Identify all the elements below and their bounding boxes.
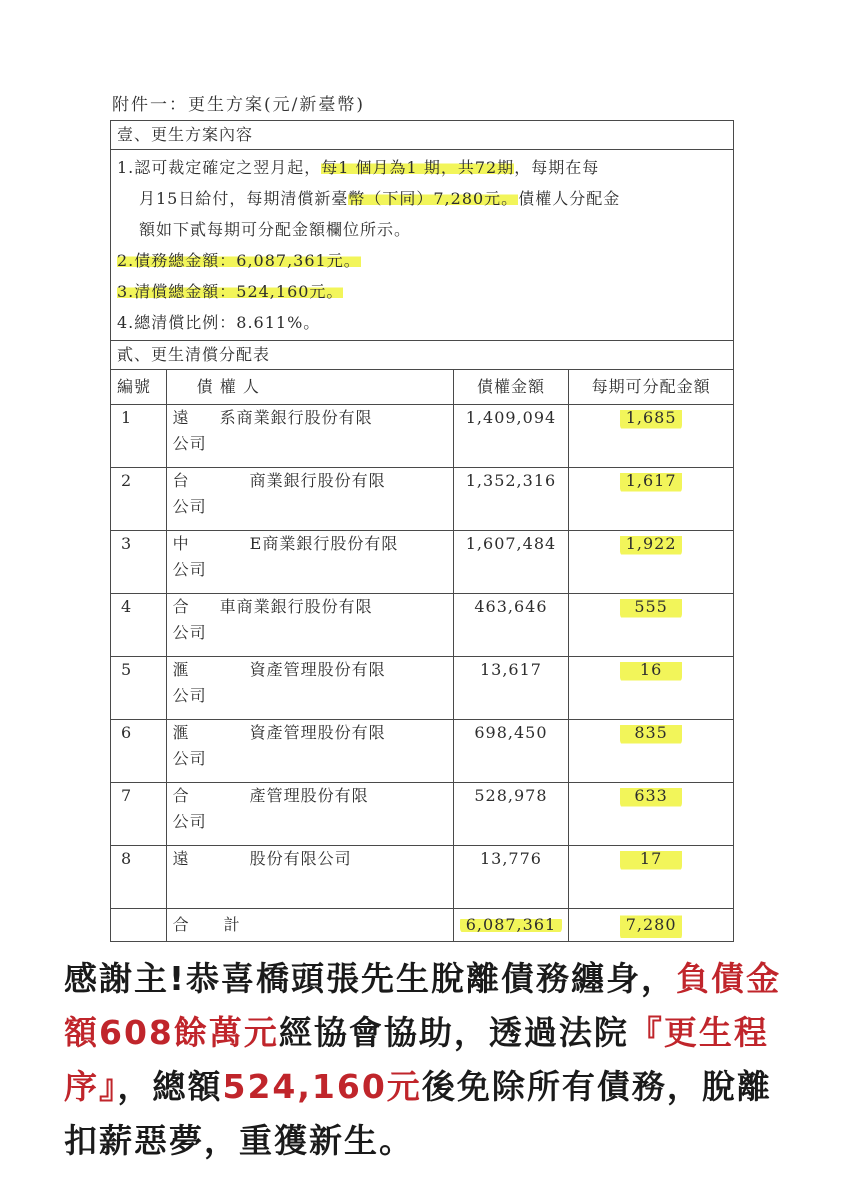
row-no: 3 [111, 531, 167, 594]
col-header-creditor: 債 權 人 [166, 370, 453, 405]
row-creditor: 台 商業銀行股份有限 公司 [166, 468, 453, 531]
row-amount: 1,352,316 [453, 468, 568, 531]
row-no: 2 [111, 468, 167, 531]
plan-item-1-cont2: 額如下貳每期可分配金額欄位所示。 [139, 220, 412, 239]
total-per-period: 7,280 [569, 909, 734, 942]
row-per-period: 16 [569, 657, 734, 720]
row-creditor: 滙 資產管理股份有限 公司 [166, 657, 453, 720]
table-header-row [111, 370, 734, 405]
table-row [111, 594, 734, 657]
total-amount: 6,087,361 [453, 909, 568, 942]
plan-item-3: 3.清償總金額：524,160元。 [117, 282, 344, 301]
row-amount: 463,646 [453, 594, 568, 657]
section2-heading: 貳、更生清償分配表 [111, 341, 734, 370]
plan-item-1: 1.認可裁定確定之翌月起，每1 個月為1 期，共72期，每期在每 [117, 158, 600, 177]
row-no: 4 [111, 594, 167, 657]
row-per-period: 633 [569, 783, 734, 846]
row-no: 7 [111, 783, 167, 846]
row-amount: 1,409,094 [453, 405, 568, 468]
table-row [111, 846, 734, 909]
plan-item-1-cont: 月15日給付，每期清償新臺幣（下同）7,280元。債權人分配金 [139, 189, 621, 208]
total-row [111, 909, 734, 942]
row-per-period: 1,617 [569, 468, 734, 531]
row-creditor: 遠 系商業銀行股份有限 公司 [166, 405, 453, 468]
row-per-period: 1,685 [569, 405, 734, 468]
row-amount: 528,978 [453, 783, 568, 846]
col-header-no: 編號 [111, 370, 167, 405]
section1-content [111, 150, 734, 341]
table-row [111, 657, 734, 720]
table-row [111, 405, 734, 468]
row-amount: 1,607,484 [453, 531, 568, 594]
row-no: 1 [111, 405, 167, 468]
row-per-period: 555 [569, 594, 734, 657]
plan-item-4: 4.總清償比例：8.611%。 [117, 313, 321, 332]
row-creditor: 遠 股份有限公司 [166, 846, 453, 909]
table-row [111, 468, 734, 531]
page-title: 附件一：更生方案(元/新臺幣) [112, 95, 365, 115]
total-blank [111, 909, 167, 942]
row-no: 8 [111, 846, 167, 909]
table-row [111, 783, 734, 846]
col-header-amount: 債權金額 [453, 370, 568, 405]
total-label: 合 計 [166, 909, 453, 942]
plan-item-2: 2.債務總金額：6,087,361元。 [117, 251, 361, 270]
row-per-period: 835 [569, 720, 734, 783]
section1-heading: 壹、更生方案內容 [111, 121, 734, 150]
row-per-period: 1,922 [569, 531, 734, 594]
row-amount: 13,776 [453, 846, 568, 909]
caption-text: 感謝主!恭喜橋頭張先生脫離債務纏身，負債金額608餘萬元經協會協助，透過法院『更生程序』，總額524,160元後免除所有債務，脫離扣薪惡夢，重獲新生。 [64, 959, 782, 1160]
row-creditor: 合 產管理股份有限 公司 [166, 783, 453, 846]
plan-table [110, 120, 734, 942]
row-per-period: 17 [569, 846, 734, 909]
row-no: 5 [111, 657, 167, 720]
row-no: 6 [111, 720, 167, 783]
col-header-per-period: 每期可分配金額 [569, 370, 734, 405]
row-creditor: 滙 資產管理股份有限 公司 [166, 720, 453, 783]
row-creditor: 中 E商業銀行股份有限 公司 [166, 531, 453, 594]
row-amount: 698,450 [453, 720, 568, 783]
table-row [111, 720, 734, 783]
row-amount: 13,617 [453, 657, 568, 720]
row-creditor: 合 車商業銀行股份有限 公司 [166, 594, 453, 657]
table-row [111, 531, 734, 594]
